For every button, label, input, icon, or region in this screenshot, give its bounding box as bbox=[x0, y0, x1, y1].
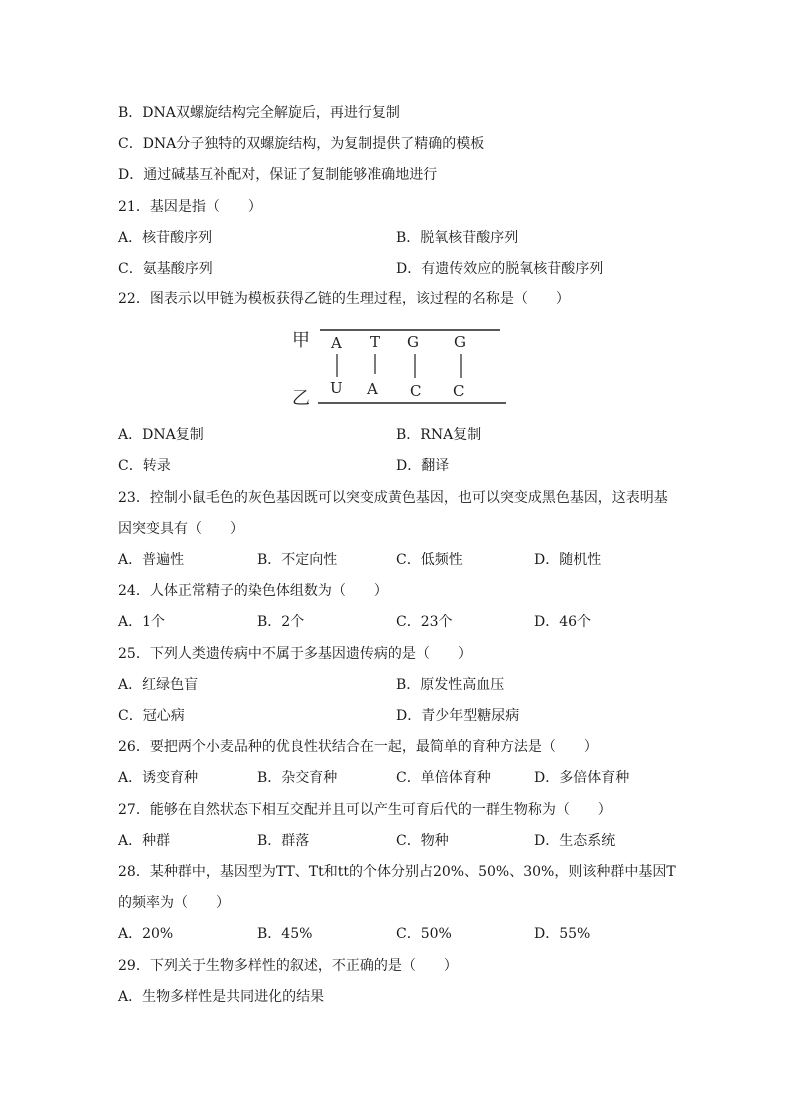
q25-option-a: A．红绿色盲 bbox=[118, 677, 199, 693]
q23-option-a: A．普遍性 bbox=[118, 552, 185, 568]
q22-option-c: C．转录 bbox=[118, 458, 171, 474]
bottom-base: C bbox=[410, 382, 422, 400]
bottom-base: A bbox=[367, 380, 378, 398]
q24-option-b: B．2个 bbox=[257, 614, 305, 630]
bottom-base: U bbox=[330, 379, 343, 397]
top-base: A bbox=[331, 334, 342, 352]
q22-option-d: D．翻译 bbox=[396, 458, 450, 474]
q23-option-c: C．低频性 bbox=[396, 552, 463, 568]
q20-option-b: B．DNA双螺旋结构完全解旋后，再进行复制 bbox=[118, 105, 400, 121]
q26-option-a: A．诱变育种 bbox=[118, 770, 199, 786]
question-29: 29．下列关于生物多样性的叙述，不正确的是（ ） bbox=[118, 958, 458, 974]
q27-option-c: C．物种 bbox=[396, 833, 449, 849]
q22-option-a: A．DNA复制 bbox=[118, 427, 204, 443]
q27-option-b: B．群落 bbox=[257, 833, 310, 849]
q21-option-b: B．脱氧核苷酸序列 bbox=[396, 230, 519, 246]
q26-option-b: B．杂交育种 bbox=[257, 770, 338, 786]
q25-option-d: D．青少年型糖尿病 bbox=[396, 708, 520, 724]
strand-jia-label: 甲 bbox=[292, 330, 310, 351]
q22-option-b: B．RNA复制 bbox=[396, 427, 482, 443]
q28-option-d: D．55% bbox=[534, 926, 591, 942]
question-24: 24．人体正常精子的染色体组数为（ ） bbox=[118, 583, 388, 599]
q27-option-d: D．生态系统 bbox=[534, 833, 616, 849]
q26-option-d: D．多倍体育种 bbox=[534, 770, 630, 786]
q25-option-c: C．冠心病 bbox=[118, 708, 185, 724]
q20-option-d: D．通过碱基互补配对，保证了复制能够准确地进行 bbox=[118, 167, 438, 183]
top-base: T bbox=[370, 333, 381, 351]
strand-yi-label: 乙 bbox=[292, 388, 310, 409]
q23-option-b: B．不定向性 bbox=[257, 552, 338, 568]
q28-option-a: A．20% bbox=[118, 926, 174, 942]
question-27: 27．能够在自然状态下相互交配并且可以产生可育后代的一群生物称为（ ） bbox=[118, 802, 612, 818]
question-25: 25．下列人类遗传病中不属于多基因遗传病的是（ ） bbox=[118, 646, 472, 662]
bottom-base: C bbox=[453, 382, 465, 400]
q25-option-b: B．原发性高血压 bbox=[396, 677, 505, 693]
q24-option-c: C．23个 bbox=[396, 614, 453, 630]
question-22: 22．图表示以甲链为模板获得乙链的生理过程，该过程的名称是（ ） bbox=[118, 291, 570, 307]
base-pairing-figure bbox=[288, 322, 518, 412]
question-23-line-2: 因突变具有（ ） bbox=[118, 521, 244, 537]
question-28-line-2: 的频率为（ ） bbox=[118, 895, 230, 911]
q21-option-d: D．有遗传效应的脱氧核苷酸序列 bbox=[396, 261, 604, 277]
question-28-line-1: 28．某种群中，基因型为TT、Tt和tt的个体分别占20%、50%、30%，则该种群中基因T bbox=[118, 864, 676, 880]
q27-option-a: A．种群 bbox=[118, 833, 171, 849]
q29-option-a: A．生物多样性是共同进化的结果 bbox=[118, 989, 325, 1005]
q21-option-c: C．氨基酸序列 bbox=[118, 261, 213, 277]
q24-option-a: A．1个 bbox=[118, 614, 166, 630]
q28-option-c: C．50% bbox=[396, 926, 452, 942]
q21-option-a: A．核苷酸序列 bbox=[118, 230, 213, 246]
q24-option-d: D．46个 bbox=[534, 614, 592, 630]
question-23-line-1: 23．控制小鼠毛色的灰色基因既可以突变成黄色基因，也可以突变成黑色基因，这表明基 bbox=[118, 490, 668, 506]
q23-option-d: D．随机性 bbox=[534, 552, 602, 568]
top-base: G bbox=[407, 333, 419, 351]
question-21: 21．基因是指（ ） bbox=[118, 199, 262, 215]
top-base: G bbox=[454, 333, 466, 351]
q26-option-c: C．单倍体育种 bbox=[396, 770, 491, 786]
q20-option-c: C．DNA分子独特的双螺旋结构，为复制提供了精确的模板 bbox=[118, 136, 485, 152]
q28-option-b: B．45% bbox=[257, 926, 313, 942]
question-26: 26．要把两个小麦品种的优良性状结合在一起，最简单的育种方法是（ ） bbox=[118, 739, 598, 755]
